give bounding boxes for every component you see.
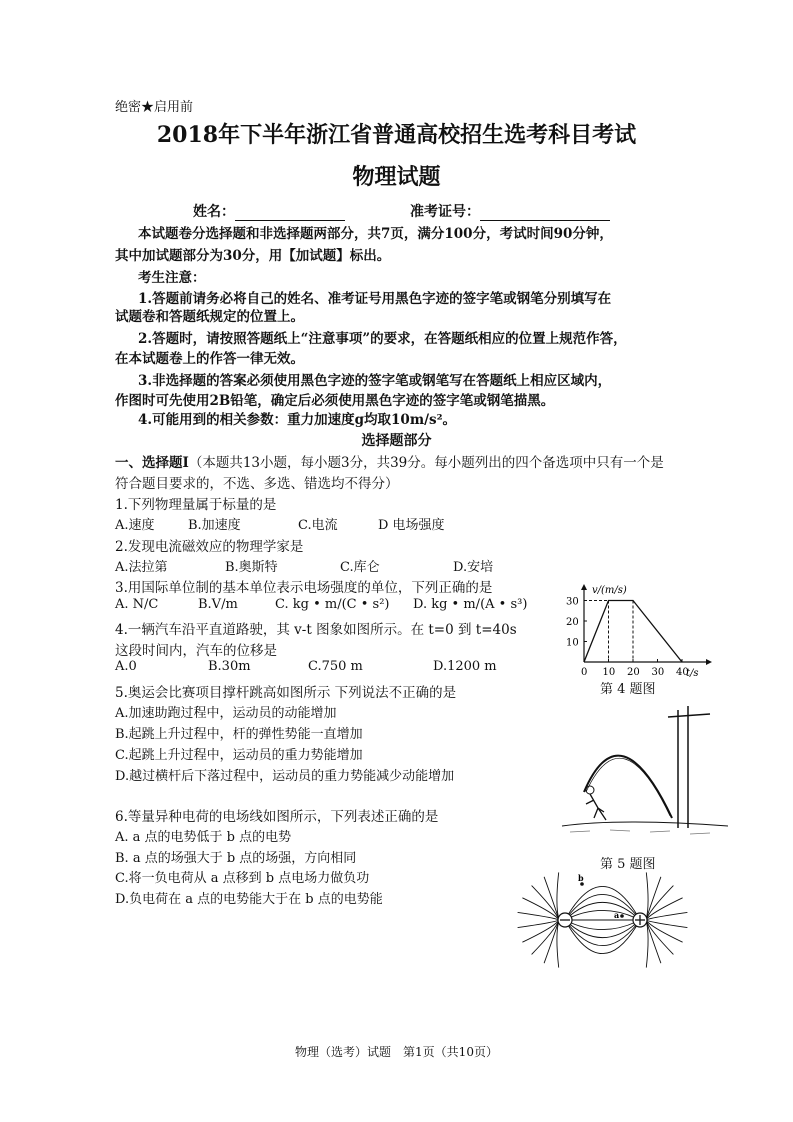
part1-heading: 一、选择题Ⅰ [115, 455, 189, 471]
fig6-outer-line-neg-0 [557, 872, 559, 920]
fig6-outer-line-neg-3 [522, 898, 559, 920]
fig4-xlabel: t/s [686, 668, 699, 679]
q2-option-a[interactable]: A.法拉第 [115, 560, 168, 575]
page-footer: 物理（选考）试题 第1页（共10页） [295, 1045, 498, 1059]
fig5-crossbar [668, 714, 710, 717]
fig4-axes [581, 584, 712, 665]
notice-item-2-cont: 在本试题卷上的作答一律无效。 [115, 351, 304, 367]
fig6-field-line-1 [565, 894, 640, 920]
fig5-caption: 第 5 题图 [600, 857, 656, 872]
name-label: 姓名： [193, 204, 235, 220]
intro-line-1: 本试题卷分选择题和非选择题两部分，共7页，满分100分，考试时间90分钟， [138, 226, 613, 242]
fig6-field-line-2 [565, 902, 640, 920]
q3-option-b[interactable]: B.V/m [198, 597, 238, 612]
fig5-ground [562, 822, 728, 826]
fig6-field-line-group [518, 872, 688, 967]
fig6-label-a: a [614, 910, 620, 920]
q5-option-c[interactable]: C.起跳上升过程中，运动员的重力势能增加 [115, 748, 363, 763]
q4-option-b[interactable]: B.30m [208, 659, 251, 674]
fig6-field-line-4 [565, 920, 640, 930]
id-blank[interactable] [480, 206, 610, 221]
fig4-x-tick-0: 0 [581, 667, 588, 678]
id-field [410, 201, 610, 221]
fig5-pole-vault [560, 700, 730, 848]
intro-line-2: 其中加试题部分为30分，用【加试题】标出。 [115, 248, 391, 264]
q2-stem: 2.发现电流磁效应的物理学家是 [115, 539, 304, 555]
q5-option-d[interactable]: D.越过横杆后下落过程中，运动员的重力势能减少动能增加 [115, 769, 455, 784]
q5-option-b[interactable]: B.起跳上升过程中，杆的弹性势能一直增加 [115, 727, 363, 742]
fig4-x-arrow [706, 659, 712, 665]
q1-stem: 1.下列物理量属于标量的是 [115, 497, 277, 513]
notice-item-1-cont: 试题卷和答题纸规定的位置上。 [115, 309, 304, 325]
q3-option-d[interactable]: D. kg • m/(A • s³) [413, 597, 528, 612]
exam-subtitle: 物理试题 [352, 164, 441, 190]
fig4-caption: 第 4 题图 [600, 682, 656, 697]
q1-option-b[interactable]: B.加速度 [188, 518, 241, 533]
q5-stem: 5.奥运会比赛项目撑杆跳高如图所示 下列说法不正确的是 [115, 685, 457, 701]
q6-option-d[interactable]: D.负电荷在 a 点的电势能大于在 b 点的电势能 [115, 892, 383, 907]
fig6-outer-line-pos-3 [646, 898, 683, 920]
q5-option-a[interactable]: A.加速助跑过程中，运动员的动能增加 [115, 706, 337, 721]
q4-option-c[interactable]: C.750 m [308, 659, 363, 674]
part1-desc: （本题共13小题，每小题3分，共39分。每小题列出的四个备选项中只有一个是 [188, 455, 664, 471]
q4-stem: 4.一辆汽车沿平直道路驶，其 v-t 图象如图所示。在 t=0 到 t=40s [115, 622, 517, 638]
q4-option-d[interactable]: D.1200 m [433, 659, 497, 674]
q3-option-a[interactable]: A. N/C [115, 597, 159, 612]
q6-option-a[interactable]: A. a 点的电势低于 b 点的电势 [115, 830, 292, 845]
fig6-point-a [620, 914, 624, 918]
name-field [193, 201, 345, 221]
q2-option-b[interactable]: B.奥斯特 [225, 560, 278, 575]
notice-item-1: 1.答题前请务必将自己的姓名、准考证号用黑色字迹的签字笔或钢笔分别填写在 [138, 291, 612, 307]
fig6-outer-line-pos-0 [646, 872, 648, 920]
fig6-outer-line-neg-6 [522, 920, 559, 942]
fig4-ylabel: v/(m/s) [592, 585, 627, 596]
q3-option-c[interactable]: C. kg • m/(C • s²) [275, 597, 390, 612]
fig4-y-tick-20: 20 [566, 617, 579, 628]
name-blank[interactable] [235, 206, 345, 221]
fig6-outer-line-neg-4 [518, 912, 559, 920]
q6-option-c[interactable]: C.将一负电荷从 a 点移到 b 点电场力做负功 [115, 871, 370, 886]
exam-title: 2018年下半年浙江省普通高校招生选考科目考试 [156, 122, 637, 148]
fig4-y-tick-10: 10 [566, 637, 579, 649]
q2-option-d[interactable]: D.安培 [453, 560, 494, 575]
notice-item-3-cont: 作图时可先使用2B铅笔，确定后必须使用黑色字迹的签字笔或钢笔描黑。 [115, 393, 555, 409]
fig6-outer-line-neg-5 [518, 920, 559, 928]
fig4-y-arrow [581, 584, 587, 590]
q6-stem: 6.等量异种电荷的电场线如图所示，下列表述正确的是 [115, 809, 439, 825]
fig6-outer-line-pos-6 [646, 920, 683, 942]
fig5-athlete-body [586, 794, 606, 820]
q2-option-c[interactable]: C.库仑 [340, 560, 380, 575]
fig6-outer-line-pos-5 [646, 920, 687, 928]
id-label: 准考证号： [410, 204, 480, 220]
part1-desc-cont: 符合题目要求的，不选、多选、错选均不得分） [115, 476, 399, 492]
section-title: 选择题部分 [361, 433, 432, 449]
fig4-x-tick-30: 30 [651, 667, 665, 678]
notice-item-2: 2.答题时，请按照答题纸上“注意事项”的要求，在答题纸相应的位置上规范作答， [138, 331, 627, 347]
fig6-outer-line-neg-9 [557, 920, 559, 968]
notice-item-3: 3.非选择题的答案必须使用黑色字迹的签字笔或钢笔写在答题纸上相应区域内， [138, 373, 612, 389]
fig6-field-line-5 [565, 920, 640, 938]
fig4-x-tick-40: 40 [676, 667, 689, 678]
part1-heading-line [115, 451, 664, 471]
fig6-field-line-6 [565, 920, 640, 946]
fig4-y-tick-30: 30 [566, 596, 579, 608]
notice-heading: 考生注意： [138, 270, 206, 286]
fig4-x-tick-10: 10 [602, 667, 616, 678]
fig6-field-line-3 [565, 910, 640, 920]
q3-stem: 3.用国际单位制的基本单位表示电场强度的单位，下列正确的是 [115, 580, 493, 596]
q1-option-a[interactable]: A.速度 [115, 518, 155, 533]
q4-stem-cont: 这段时间内，汽车的位移是 [115, 643, 277, 659]
fig5-ground-texture [570, 830, 710, 834]
fig6-outer-line-pos-4 [646, 912, 687, 920]
q4-option-a[interactable]: A.0 [115, 659, 137, 674]
fig4-x-tick-20: 20 [627, 667, 640, 678]
q1-option-d[interactable]: D 电场强度 [378, 518, 445, 533]
fig6-label-b: b [578, 873, 584, 883]
q6-option-b[interactable]: B. a 点的场强大于 b 点的场强，方向相同 [115, 851, 357, 866]
fig6-outer-line-pos-9 [646, 920, 648, 968]
notice-item-4: 4.可能用到的相关参数：重力加速度g均取10m/s²。 [138, 412, 457, 428]
secret-label: 绝密★启用前 [115, 100, 194, 115]
q1-option-c[interactable]: C.电流 [298, 518, 338, 533]
fig6-field-lines [508, 872, 693, 972]
